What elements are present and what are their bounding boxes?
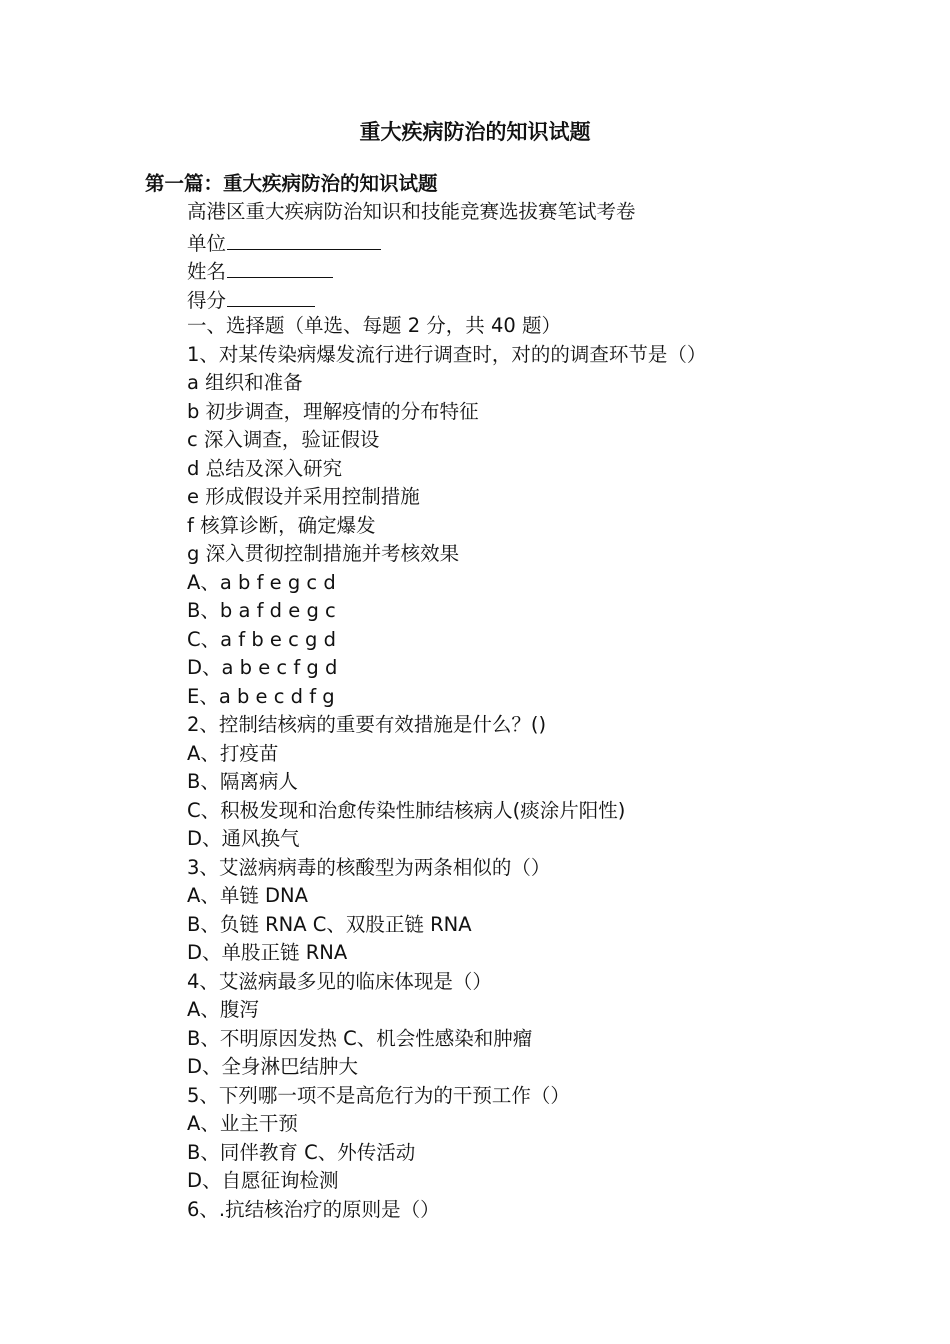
step-line: a 组织和准备 [187,371,303,394]
step-line: d 总结及深入研究 [187,456,343,480]
unit-field [187,227,907,256]
score-label: 得分 [187,288,227,312]
option-line: D、通风换气 [187,827,300,850]
option-line: D、全身淋巴结肿大 [187,1055,359,1078]
document-title: 重大疾病防治的知识试题 [359,120,591,144]
step-line: c 深入调查，验证假设 [187,428,380,451]
option-line: D、自愿征询检测 [187,1169,339,1192]
score-field [187,284,907,313]
unit-blank [227,227,381,250]
question-line: 2、控制结核病的重要有效措施是什么？() [187,713,547,736]
unit-label: 单位 [187,231,227,255]
option-line: A、打疫苗 [187,741,279,765]
option-line: A、腹泻 [187,998,259,1021]
step-line: b 初步调查，理解疫情的分布特征 [187,399,479,423]
option-line: C、积极发现和治愈传染性肺结核病人(痰涂片阳性) [187,798,626,822]
option-line: B、不明原因发热 C、机会性感染和肿瘤 [187,1026,533,1050]
option-line: A、单链 DNA [187,884,308,907]
step-line: g 深入贯彻控制措施并考核效果 [187,542,460,565]
part-heading: 一、选择题（单选、每题 2 分，共 40 题） [187,314,562,337]
name-field [187,255,907,284]
question-line: 1、对某传染病爆发流行进行调查时，对的的调查环节是（） [187,342,707,366]
option-line: D、单股正链 RNA [187,941,348,964]
exam-heading: 高港区重大疾病防治知识和技能竞赛选拔赛笔试考卷 [187,200,636,223]
option-line: D、a b e c f g d [187,656,338,679]
step-line: f 核算诊断，确定爆发 [187,513,376,537]
option-line: C、a f b e c g d [187,627,336,651]
option-line: B、b a f d e g c [187,599,336,622]
option-line: B、隔离病人 [187,770,298,793]
score-blank [227,284,315,307]
document-body [187,198,907,1224]
step-line: e 形成假设并采用控制措施 [187,485,420,508]
name-blank [227,255,333,278]
option-line: B、同伴教育 C、外传活动 [187,1140,416,1164]
option-line: B、负链 RNA C、双股正链 RNA [187,912,472,936]
question-line: 6、.抗结核治疗的原则是（） [187,1197,440,1221]
section-title: 第一篇：重大疾病防治的知识试题 [145,172,438,195]
question-line: 4、艾滋病最多见的临床体现是（） [187,969,492,993]
question-line: 5、下列哪一项不是高危行为的干预工作（） [187,1083,570,1107]
option-line: A、a b f e g c d [187,570,336,594]
option-line: E、a b e c d f g [187,684,335,708]
name-label: 姓名 [187,260,227,283]
question-line: 3、艾滋病病毒的核酸型为两条相似的（） [187,855,551,879]
option-line: A、业主干预 [187,1112,298,1135]
